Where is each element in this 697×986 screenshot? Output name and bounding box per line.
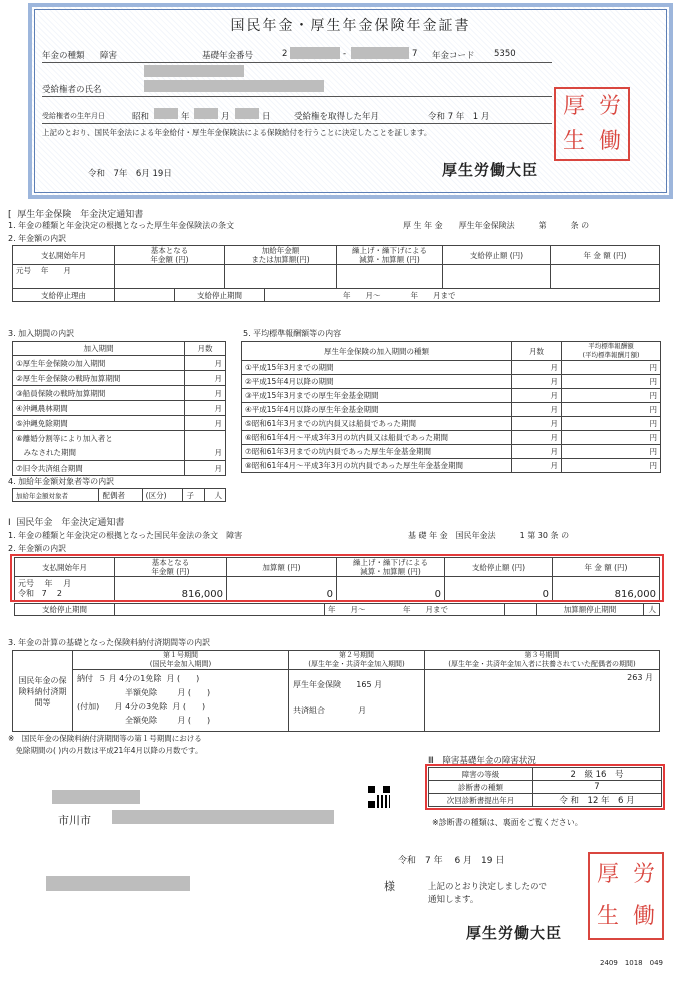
kokumin-item1: 1. 年金の種類と年金決定の根拠となった国民年金法の条文 障害: [8, 531, 243, 540]
minister-seal-top: 厚 労 生 働: [554, 87, 630, 161]
kosei-item1-right: 厚 生 年 金 厚生年金保険法 第 条 の: [403, 221, 590, 230]
start-year: 7: [41, 588, 47, 598]
pension-certificate: 国民年金・厚生年金保険年金証書 年金の種類 障害 基礎年金番号 2 - 7 年金コード 5350 受給権者の氏名 受給権者の生年月日 昭和 年 月 日 受給権を取得した年月 令和 7 年 1 月 上記のとおり、国民年金法による年金給付・厚生年金保険法による保険給付を行うことに決定したことを証します。 令和 7年 6月 19日 厚生労働大臣 厚 労 生 働: [28, 3, 673, 199]
redacted-recipient: [46, 876, 190, 891]
addition-amount: 0: [227, 577, 337, 601]
pension-code-label: 年金コード: [432, 51, 475, 61]
stopped-amount: 0: [445, 577, 553, 601]
section4-table: 加給年金額対象者 配偶者 (区分) 子 人: [12, 488, 226, 502]
pension-code: 5350: [494, 49, 516, 59]
kosei-item2: 2. 年金額の内訳: [8, 234, 67, 243]
basic-number-prefix: 2: [282, 49, 288, 59]
pension-type-label: 年金の種類: [42, 51, 85, 61]
acquired-label: 受給権を取得した年月: [294, 112, 380, 122]
payment-table: 国民年金の保険料納付済期間等 第１号期間 (国民年金加入期間) 第２号期間 (厚生年金・共済年金加入期間) 第３号期間 (厚生年金・共済年金加入者に扶養されていた配偶者の期間) 納付 ５ 月 4分の1免除 月 ( ) 半額免除 月 ( ) (付加) 月 4分の3免除 月 ( ) 全額免除 月 ( ) 厚生年金保険 165 月 共済組合 月 263 月: [12, 650, 660, 732]
footer-date: 令和 7 年 6 月 19 日: [398, 856, 505, 866]
kosei-heading: [ 厚生年金保険 年金決定通知書: [8, 210, 144, 220]
basic-number-label: 基礎年金番号: [202, 51, 254, 61]
disability-heading: Ⅲ 障害基礎年金の障害状況: [428, 756, 536, 766]
basic-number-dash: -: [343, 49, 347, 59]
pension-type: 障害: [100, 51, 118, 61]
address-city: 市川市: [58, 814, 91, 827]
kokumin-item1-right: 基 礎 年 金 国民年金法 1 第 30 条 の: [408, 531, 570, 540]
honorific: 様: [384, 880, 395, 893]
kokumin-stop-table: 支給停止期間 年 月～ 年 月まで 加算額停止期間 人: [14, 603, 660, 616]
adjustment-amount: 0: [337, 577, 445, 601]
redacted-recipient-name: [144, 80, 324, 92]
redacted-birth-month: [194, 108, 218, 119]
birth-label: 受給権者の生年月日: [42, 112, 105, 120]
footer-minister: 厚生労働大臣: [466, 924, 563, 942]
payment-note-2: 免除期間の( )内の月数は平成21年4月以降の月数です。: [8, 746, 203, 755]
birth-era: 昭和: [132, 112, 150, 122]
kokumin-amount-table: 支払開始年月 基本となる 年金額 (円) 加算額 (円) 繰上げ・繰下げによる 減算・加算額 (円) 支給停止額 (円) 年 金 額 (円) 元号 年 月 令和 7 2 816,000 0 0 0 816,000: [14, 557, 660, 601]
kokumin-item2: 2. 年金額の内訳: [8, 544, 67, 553]
kosei-stop-table: 支給停止理由 支給停止期間 年 月～ 年 月まで: [12, 288, 660, 302]
disability-table: 障害の等級 2 級 16 号 診断書の種類 7 次回診断書提出年月 令 和 12 年 6 月: [428, 767, 662, 807]
acquired-value: 令和 7 年 1 月: [428, 112, 490, 122]
redacted-birth-year: [154, 108, 178, 119]
section3-heading: 3. 加入期間の内訳: [8, 329, 75, 338]
certificate-minister: 厚生労働大臣: [442, 161, 539, 179]
redacted-number-1: [290, 47, 340, 59]
footer-decision: 上記のとおり決定しましたので: [428, 882, 548, 892]
start-month: 2: [56, 588, 62, 598]
start-era: 令和: [18, 588, 34, 598]
recipient-label: 受給権者の氏名: [42, 85, 102, 95]
certificate-type: 7: [533, 781, 662, 794]
payment-note-1: ※ 国民年金の保険料納付済期間等の第１号期間における: [8, 734, 202, 743]
minister-seal-bottom: 厚 労 生 働: [588, 852, 664, 940]
kosei-item1: 1. 年金の種類と年金決定の根拠となった厚生年金保険法の条文: [8, 221, 235, 230]
qr-code: [368, 786, 390, 808]
redacted-postal: [52, 790, 140, 804]
certificate-title: 国民年金・厚生年金保険年金証書: [230, 18, 471, 34]
redacted-number-2: [351, 47, 409, 59]
payment-heading: 3. 年金の計算の基礎となった保険料納付済期間等の内訳: [8, 638, 211, 647]
disability-grade: 2 級 16 号: [533, 768, 662, 781]
footer-notice: 通知します。: [428, 895, 479, 905]
redacted-birth-day: [235, 108, 259, 119]
section4-heading: 4. 加給年金額対象者等の内訳: [8, 477, 115, 486]
highlight-disability: [425, 764, 665, 810]
kosei-amount-table: 支払開始年月 基本となる 年金額 (円) 加給年金額 または加算額(円) 繰上げ・繰下げによる 減算・加算額 (円) 支給停止額 (円) 年 金 額 (円) 元号 年 月: [12, 245, 660, 289]
base-amount: 816,000: [115, 577, 227, 601]
certificate-statement: 上記のとおり、国民年金法による年金給付・厚生年金保険法による保険給付を行うことに決定したことを証します。: [42, 128, 432, 137]
document-code: 2409 1018 049: [600, 959, 663, 967]
redacted-address: [112, 810, 334, 824]
highlight-annual-amount: [10, 554, 664, 602]
type3-months: 263: [627, 673, 643, 682]
section3-table: 加入期間 月数 ①厚生年金保険の加入期間 月 ②厚生年金保険の戦時加算期間 月 ③船員保険の戦時加算期間 月 ④沖縄農林期間 月 ⑤沖縄免除期間 月 ⑥離婚分割等により加入者と みなされた期間 月 ⑦旧令共済組合期間 月: [12, 341, 226, 476]
annual-amount: 816,000: [553, 577, 660, 601]
section5-table: 厚生年金保険の加入期間の種類 月数 平均標準報酬額 (平均標準報酬月額) ①平成15年3月までの期間 月 円 ②平成15年4月以降の期間 月 円 ③平成15年3月までの厚生年金基金期間 月 円 ④平成15年4月以降の厚生年金基金期間 月 円 ⑤昭和61年3月までの坑内員又は船員であった期間 月 円 ⑥昭和61年4月～平成3年3月の坑内員又は船員であった期間 月 円 ⑦昭和61年3月までの坑内員であった厚生年金基金期間 月 円 ⑧昭和61年4月～平成3年3月の坑内員であった厚生年金基金期間 月 円: [241, 341, 661, 473]
next-submission: 令 和 12 年 6 月: [533, 794, 662, 807]
disability-note: ※診断書の種類は、裏面をご覧ください。: [432, 818, 583, 827]
payment-left-label: 国民年金の保険料納付済期間等: [13, 651, 73, 732]
section5-heading: 5. 平均標準報酬額等の内容: [243, 329, 342, 338]
certificate-date: 令和 7年 6月 19日: [88, 169, 172, 179]
redacted-name-top: [144, 65, 244, 77]
kokumin-heading: Ⅰ 国民年金 年金決定通知書: [8, 518, 125, 528]
basic-number-suffix: 7: [412, 49, 418, 59]
kosei-months: 165: [356, 680, 372, 689]
